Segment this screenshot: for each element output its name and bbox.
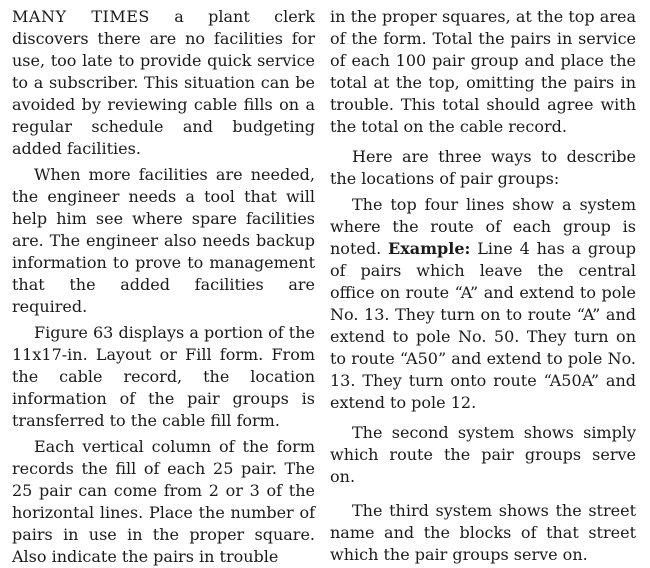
lead-in-text: MANY TIMES (12, 7, 150, 26)
right-column (330, 6, 636, 566)
paragraph-second-system: The second system shows simply which route the pair groups serve on. (330, 423, 636, 486)
left-column (12, 6, 315, 568)
paragraph-figure-63: Figure 63 displays a portion of the 11x17-in. Layout or Fill form. From the cable record, the location information of the pair groups is transferred to the cable fill form. (12, 323, 315, 430)
paragraph-three-ways: Here are three ways to describe the locations of pair groups: (330, 147, 636, 188)
paragraph-first-system (330, 194, 636, 414)
paragraph-facilities: When more facilities are needed, the engineer needs a tool that will help him see where spare facilities are. The engineer also needs backup information to prove to management that the added facilities are required. (12, 165, 315, 316)
paragraph-intro-text: a plant clerk discovers there are no facilities for use, too late to provide quick service to a subscriber. This situation can be avoided by reviewing cable fills on a regular schedule and budgeting added facilities. (12, 7, 315, 158)
paragraph-vertical-column: Each vertical column of the form records the fill of each 25 pair. The 25 pair can come from 2 or 3 of the horizontal lines. Place the number of pairs in use in the proper square. Also indicate the pairs in trouble (12, 437, 315, 566)
first-system-text: The top four lines show a system where the route of each group is noted. (330, 195, 636, 258)
paragraph-intro (12, 6, 315, 160)
paragraph-third-system: The third system shows the street name and the blocks of that street which the pair groups serve on. (330, 501, 636, 564)
example-text: Line 4 has a group of pairs which leave the central office on route “A” and extend to pole No. 13. They turn on to route “A” and extend to pole No. 50. They turn on to route “A50” and extend to pole No. 13. They turn onto route “A50A” and extend to pole 12. (330, 239, 636, 412)
paragraph-totals: in the proper squares, at the top area of the form. Total the pairs in service of each 100 pair group and place the total at the top, omitting the pairs in trouble. This total should agree with the total on the cable record. (330, 7, 636, 136)
example-label: Example: (388, 239, 471, 258)
